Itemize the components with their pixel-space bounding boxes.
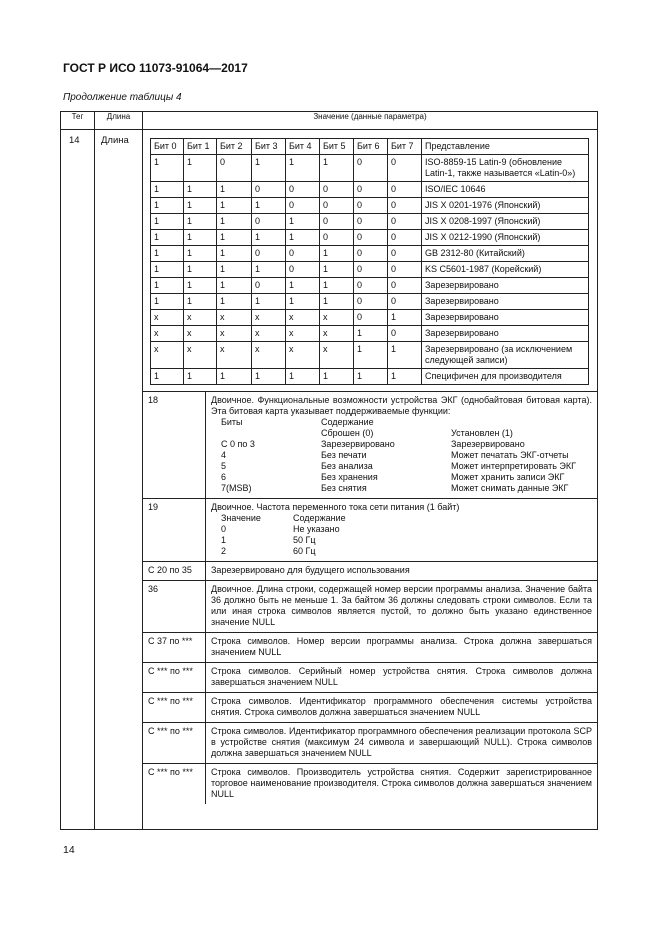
bit-cell: x: [217, 326, 252, 342]
bits-header-cell: Бит 6: [354, 139, 388, 155]
bit-cell: 0: [354, 278, 388, 294]
bit-cell: 1: [252, 294, 286, 310]
freq-head-content: Содержание: [293, 513, 346, 523]
bit-cell: 0: [388, 294, 422, 310]
bit-cell: 1: [217, 198, 252, 214]
bits-block: [143, 130, 597, 392]
bit-cell: 1: [388, 310, 422, 326]
sub-row-text: Строка символов. Идентификатор программного обеспечения системы устройства снятия. Строка символов должна завершаться значением NULL: [211, 696, 592, 717]
caps-intro: Двоичное. Функциональные возможности устройства ЭКГ (однобайтовая битовая карта). Эта битовая карта указывает поддерживаемые функции:: [211, 395, 592, 416]
bit-cell: 1: [286, 155, 320, 182]
bits-header-cell: Бит 4: [286, 139, 320, 155]
freq-content: 60 Гц: [293, 546, 316, 556]
bit-cell: 1: [252, 155, 286, 182]
bit-cell: 0: [354, 310, 388, 326]
caps-bits: 5: [221, 461, 227, 471]
bit-cell: 0: [286, 262, 320, 278]
freq-intro: Двоичное. Частота переменного тока сети питания (1 байт): [211, 502, 460, 512]
sub-row-description: [206, 764, 598, 805]
bit-cell: 0: [388, 214, 422, 230]
representation-cell: KS C5601-1987 (Корейский): [422, 262, 589, 278]
bit-cell: 0: [354, 214, 388, 230]
sub-row: [143, 723, 597, 764]
caps-head-content: Содержание: [321, 417, 374, 427]
bit-cell: 1: [151, 294, 184, 310]
bit-cell: 1: [354, 326, 388, 342]
sub-row-description: [206, 499, 598, 562]
sub-row: [143, 663, 597, 693]
bit-cell: 0: [354, 294, 388, 310]
bit-cell: 1: [320, 246, 354, 262]
bit-cell: x: [184, 310, 217, 326]
bit-cell: 0: [252, 278, 286, 294]
bit-cell: x: [320, 310, 354, 326]
representation-cell: Зарезервировано: [422, 310, 589, 326]
caps-set: Может печатать ЭКГ-отчеты: [451, 450, 569, 460]
sub-row: [143, 633, 597, 663]
bit-cell: 1: [320, 155, 354, 182]
caps-reset: Без снятия: [321, 483, 367, 493]
bit-cell: 1: [252, 262, 286, 278]
caps-col-reset: Сброшен (0): [321, 428, 374, 438]
sub-row-description: [206, 392, 598, 499]
bit-cell: 0: [388, 198, 422, 214]
caps-set: Может интерпретировать ЭКГ: [451, 461, 577, 471]
bit-cell: x: [286, 310, 320, 326]
bit-cell: 1: [184, 214, 217, 230]
sub-row-text: Строка символов. Серийный номер устройства снятия. Строка символов должна завершаться значением NULL: [211, 666, 592, 687]
bit-cell: 1: [354, 342, 388, 369]
freq-value: 0: [221, 524, 227, 534]
bit-cell: x: [184, 326, 217, 342]
bit-cell: x: [286, 342, 320, 369]
bit-cell: x: [184, 342, 217, 369]
sub-row: [143, 693, 597, 723]
bits-header-cell: Бит 1: [184, 139, 217, 155]
document-title: ГОСТ Р ИСО 11073-91064—2017: [63, 61, 248, 75]
freq-grid: [211, 513, 592, 557]
caps-bits: 7(MSB): [221, 483, 252, 493]
bit-cell: 1: [217, 230, 252, 246]
bit-cell: 1: [151, 369, 184, 385]
bits-header-cell: Представление: [422, 139, 589, 155]
representation-cell: Зарезервировано: [422, 326, 589, 342]
bit-cell: 0: [320, 230, 354, 246]
bit-cell: 1: [388, 342, 422, 369]
bit-cell: 1: [286, 369, 320, 385]
bit-cell: 0: [286, 198, 320, 214]
bits-row: [151, 326, 589, 342]
col-header-tag: Тег: [61, 112, 95, 130]
bits-row: [151, 342, 589, 369]
bit-cell: 1: [252, 198, 286, 214]
representation-cell: Зарезервировано (за исключением следующей записи): [422, 342, 589, 369]
bit-cell: 1: [184, 294, 217, 310]
bits-row: [151, 262, 589, 278]
bit-cell: 1: [151, 246, 184, 262]
bits-row: [151, 278, 589, 294]
bit-cell: x: [252, 326, 286, 342]
bit-cell: 1: [286, 294, 320, 310]
caps-blank: [221, 428, 321, 439]
sub-row-description: [206, 693, 598, 723]
sub-row-description: [206, 663, 598, 693]
caps-reset: Без печати: [321, 450, 367, 460]
representation-cell: JIS X 0201-1976 (Японский): [422, 198, 589, 214]
sub-row-code: С *** по ***: [143, 693, 206, 723]
caps-grid: [211, 417, 592, 494]
caps-reset: Зарезервировано: [321, 439, 395, 449]
representation-cell: Специфичен для производителя: [422, 369, 589, 385]
col-header-length: Длина: [95, 112, 143, 130]
sub-row-code: С 20 по 35: [143, 562, 206, 581]
bit-cell: x: [320, 342, 354, 369]
representation-cell: ISO-8859-15 Latin-9 (обновление Latin-1, также называется «Latin-0»): [422, 155, 589, 182]
bit-cell: 0: [354, 246, 388, 262]
bit-cell: x: [151, 342, 184, 369]
page-number: 14: [63, 844, 75, 856]
bit-cell: 1: [184, 182, 217, 198]
caps-reset: Без анализа: [321, 461, 373, 471]
bit-cell: 1: [184, 246, 217, 262]
sub-row-text: Зарезервировано для будущего использования: [211, 565, 410, 575]
caps-blank: [451, 417, 592, 428]
bit-cell: 1: [184, 198, 217, 214]
sub-rows-table: [143, 392, 597, 804]
table-header-row: [61, 112, 598, 130]
bit-cell: 0: [388, 246, 422, 262]
sub-row-text: Строка символов. Номер версии программы анализа. Строка должна завершаться значением NULL: [211, 636, 592, 657]
caps-bits: 4: [221, 450, 227, 460]
bit-cell: 1: [217, 246, 252, 262]
freq-content: Не указано: [293, 524, 340, 534]
table-continuation-caption: Продолжение таблицы 4: [63, 92, 182, 103]
bit-cell: 1: [184, 230, 217, 246]
bits-row: [151, 214, 589, 230]
bit-cell: 1: [217, 278, 252, 294]
caps-set: Зарезервировано: [451, 439, 525, 449]
bit-cell: x: [286, 326, 320, 342]
bit-cell: 0: [388, 326, 422, 342]
bit-cell: 0: [252, 214, 286, 230]
bit-cell: 1: [217, 214, 252, 230]
bit-cell: 0: [354, 155, 388, 182]
sub-row-description: [206, 723, 598, 764]
bit-cell: 1: [217, 182, 252, 198]
caps-col-set: Установлен (1): [451, 428, 513, 438]
representation-cell: GB 2312-80 (Китайский): [422, 246, 589, 262]
sub-row-code: 36: [143, 581, 206, 633]
bit-cell: 1: [388, 369, 422, 385]
table-row: [61, 130, 598, 830]
bit-cell: x: [151, 326, 184, 342]
sub-row: [143, 764, 597, 805]
bit-cell: 1: [151, 262, 184, 278]
bits-row: [151, 246, 589, 262]
bit-cell: 1: [151, 198, 184, 214]
bit-cell: x: [320, 326, 354, 342]
bits-header-cell: Бит 3: [252, 139, 286, 155]
bits-header-row: [151, 139, 589, 155]
sub-row-code: С *** по ***: [143, 663, 206, 693]
bit-cell: 0: [354, 182, 388, 198]
bit-cell: 1: [184, 369, 217, 385]
bits-row: [151, 369, 589, 385]
bits-row: [151, 294, 589, 310]
bit-cell: 1: [286, 230, 320, 246]
bit-cell: 1: [286, 278, 320, 294]
sub-row-text: Двоичное. Длина строки, содержащей номер версии программы анализа. Значение байта 36 должно быть не меньше 1. За байтом 36 должны следовать строки символов. Если та или иная строка символов является пустой, то должно быть указано единственное значение NULL: [211, 584, 592, 627]
bit-cell: 0: [354, 198, 388, 214]
bits-header-cell: Бит 2: [217, 139, 252, 155]
bit-cell: 1: [320, 294, 354, 310]
bit-cell: 0: [217, 155, 252, 182]
representation-cell: ISO/IEC 10646: [422, 182, 589, 198]
representation-cell: JIS X 0208-1997 (Японский): [422, 214, 589, 230]
representation-cell: JIS X 0212-1990 (Японский): [422, 230, 589, 246]
bit-cell: 1: [151, 278, 184, 294]
sub-row-code: 19: [143, 499, 206, 562]
bit-cell: x: [151, 310, 184, 326]
bit-cell: 1: [151, 182, 184, 198]
sub-row-description: [206, 581, 598, 633]
bit-cell: 1: [151, 230, 184, 246]
bit-cell: x: [217, 310, 252, 326]
sub-row-description: [206, 562, 598, 581]
bit-cell: 0: [354, 230, 388, 246]
caps-reset: Без хранения: [321, 472, 378, 482]
bit-cell: x: [217, 342, 252, 369]
bit-cell: 0: [320, 214, 354, 230]
bit-cell: 1: [320, 369, 354, 385]
row-name: Длина: [95, 130, 143, 830]
freq-value: 1: [221, 535, 227, 545]
bit-cell: 1: [217, 262, 252, 278]
bit-cell: 1: [217, 294, 252, 310]
bit-cell: 1: [320, 262, 354, 278]
bit-cell: 0: [252, 182, 286, 198]
sub-row: [143, 392, 597, 499]
bit-cell: 0: [286, 182, 320, 198]
bit-cell: 0: [388, 182, 422, 198]
bit-cell: 1: [354, 369, 388, 385]
sub-row-code: С *** по ***: [143, 723, 206, 764]
row-value: [143, 130, 598, 830]
bit-cell: 1: [320, 278, 354, 294]
bit-cell: 1: [286, 214, 320, 230]
caps-head-bits: Биты: [221, 417, 243, 427]
bit-cell: 0: [388, 278, 422, 294]
bit-cell: 1: [151, 155, 184, 182]
freq-head-value: Значение: [221, 513, 261, 523]
bit-cell: 0: [388, 155, 422, 182]
bit-cell: 1: [184, 262, 217, 278]
freq-value: 2: [221, 546, 227, 556]
sub-row: [143, 499, 597, 562]
bits-header-cell: Бит 0: [151, 139, 184, 155]
sub-row: [143, 562, 597, 581]
sub-row-code: С *** по ***: [143, 764, 206, 805]
bits-row: [151, 182, 589, 198]
bit-cell: 1: [184, 155, 217, 182]
caps-bits: С 0 по 3: [221, 439, 255, 449]
bit-cell: 0: [320, 198, 354, 214]
bit-cell: 1: [184, 278, 217, 294]
bit-cell: 0: [320, 182, 354, 198]
bit-cell: x: [252, 310, 286, 326]
sub-row-code: 18: [143, 392, 206, 499]
bits-table: [150, 138, 589, 385]
bit-cell: 0: [388, 230, 422, 246]
bit-cell: 0: [286, 246, 320, 262]
sub-row-code: С 37 по ***: [143, 633, 206, 663]
representation-cell: Зарезервировано: [422, 278, 589, 294]
row-tag: 14: [61, 130, 95, 830]
bit-cell: 0: [252, 246, 286, 262]
bit-cell: x: [252, 342, 286, 369]
bits-header-cell: Бит 5: [320, 139, 354, 155]
bits-row: [151, 230, 589, 246]
caps-set: Может хранить записи ЭКГ: [451, 472, 565, 482]
bit-cell: 1: [252, 230, 286, 246]
sub-row-text: Строка символов. Идентификатор программного обеспечения реализации протокола SCP в устройстве снятия (максимум 24 символа и завершающий NULL). Строка символов должна завершаться значением NULL: [211, 726, 592, 758]
bit-cell: 1: [252, 369, 286, 385]
representation-cell: Зарезервировано: [422, 294, 589, 310]
caps-set: Может снимать данные ЭКГ: [451, 483, 569, 493]
bit-cell: 1: [217, 369, 252, 385]
sub-row-description: [206, 633, 598, 663]
col-header-value: Значение (данные параметра): [143, 112, 598, 130]
bits-row: [151, 198, 589, 214]
caps-bits: 6: [221, 472, 227, 482]
bits-row: [151, 155, 589, 182]
parameter-table: [60, 111, 598, 830]
bit-cell: 0: [388, 262, 422, 278]
bit-cell: 0: [354, 262, 388, 278]
bit-cell: 1: [151, 214, 184, 230]
freq-content: 50 Гц: [293, 535, 316, 545]
bits-header-cell: Бит 7: [388, 139, 422, 155]
sub-row: [143, 581, 597, 633]
bits-row: [151, 310, 589, 326]
sub-row-text: Строка символов. Производитель устройства снятия. Содержит зарегистрированное торговое наименование производителя. Строка символов должна завершаться значением NULL: [211, 767, 592, 799]
